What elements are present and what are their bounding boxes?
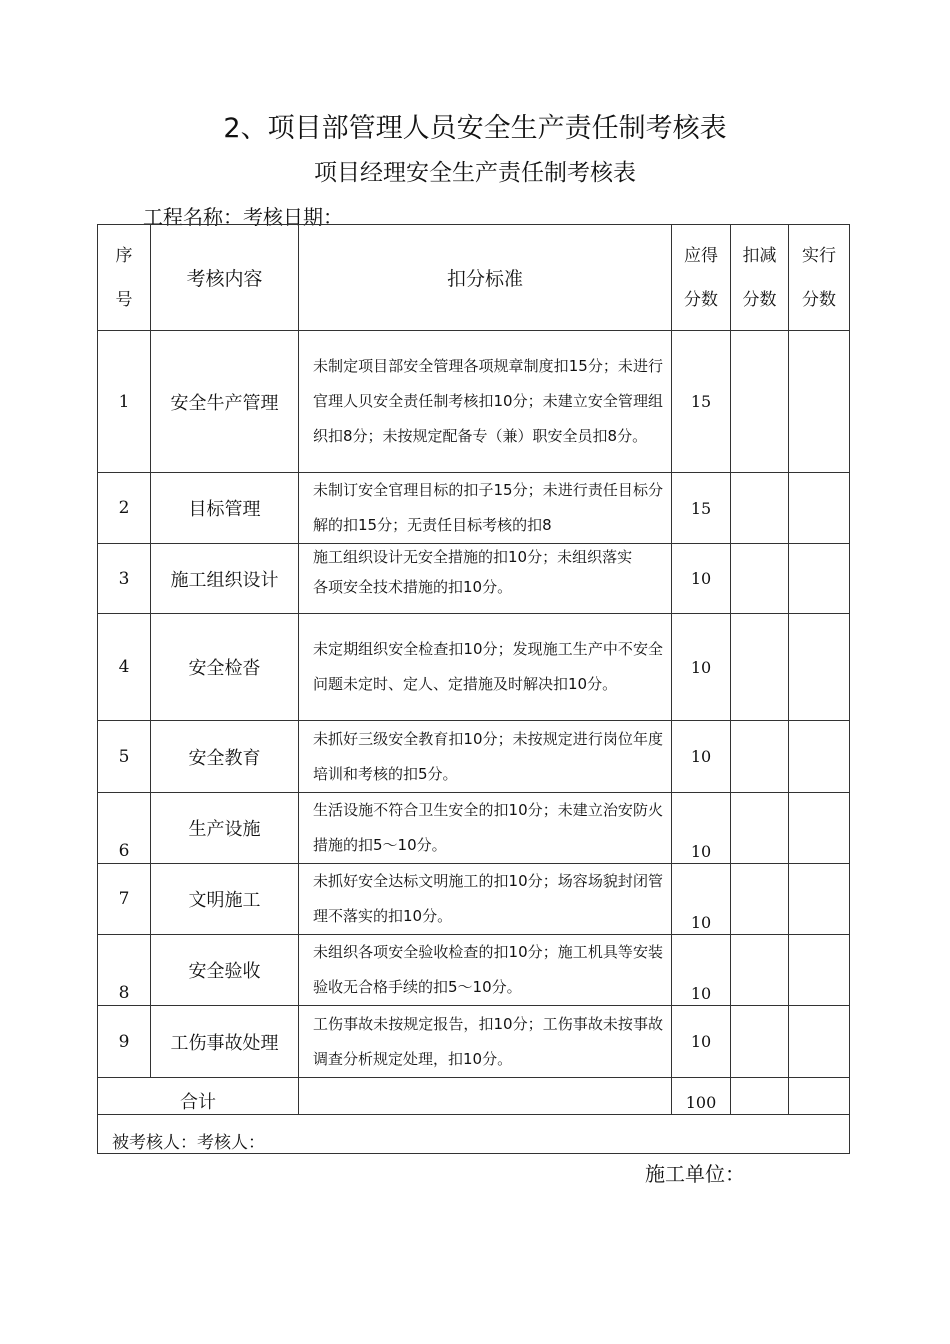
row-seq: 2	[98, 473, 151, 544]
row-deduct-cell[interactable]	[731, 544, 789, 614]
row-actual-cell[interactable]	[789, 473, 850, 544]
table-row	[98, 721, 850, 793]
signature-row	[98, 1115, 850, 1154]
row-due-score: 10	[672, 1006, 731, 1078]
assessment-table	[97, 224, 850, 1154]
criteria-line-1: 施工组织设计无安全措施的扣10分；未组织落实	[313, 548, 633, 566]
header-seq: 序 号	[98, 225, 151, 331]
project-info-line: 工程名称：考核日期：	[143, 205, 343, 229]
row-deduct-cell[interactable]	[731, 864, 789, 935]
document-subtitle: 项目经理安全生产责任制考核表	[314, 160, 636, 186]
row-criteria: 未定期组织安全检查扣10分；发现施工生产中不安全问题未定时、定人、定措施及时解决扣10分。	[299, 614, 672, 721]
row-deduct-cell[interactable]	[731, 331, 789, 473]
header-content: 考核内容	[151, 225, 299, 331]
row-due-score: 10	[672, 864, 731, 935]
row-due-score: 10	[672, 935, 731, 1006]
row-deduct-cell[interactable]	[731, 614, 789, 721]
row-deduct-cell[interactable]	[731, 935, 789, 1006]
table-header-row	[98, 225, 850, 331]
total-row	[98, 1078, 850, 1115]
total-deduct-cell[interactable]	[731, 1078, 789, 1115]
table-row	[98, 864, 850, 935]
row-item: 生产设施	[151, 793, 299, 864]
row-seq: 6	[98, 793, 151, 864]
table-row	[98, 935, 850, 1006]
table-row	[98, 614, 850, 721]
row-criteria: 未组织各项安全验收检查的扣10分；施工机具等安装验收无合格手续的扣5～10分。	[299, 935, 672, 1006]
signature-line: 被考核人：考核人：	[98, 1115, 850, 1154]
row-item: 安全牛产管理	[151, 331, 299, 473]
row-due-score: 15	[672, 473, 731, 544]
header-due-score: 应得 分数	[672, 225, 731, 331]
row-criteria: 生活设施不符合卫生安全的扣10分；未建立治安防火措施的扣5～10分。	[299, 793, 672, 864]
total-criteria-cell	[299, 1078, 672, 1115]
row-seq: 8	[98, 935, 151, 1006]
total-actual-cell[interactable]	[789, 1078, 850, 1115]
row-actual-cell[interactable]	[789, 331, 850, 473]
row-actual-cell[interactable]	[789, 721, 850, 793]
row-actual-cell[interactable]	[789, 793, 850, 864]
row-item: 文明施工	[151, 864, 299, 935]
construction-unit-label: 施工单位：	[645, 1162, 745, 1186]
row-criteria: 未抓好安全达标文明施工的扣10分；场容场貌封闭管理不落实的扣10分。	[299, 864, 672, 935]
table-row	[98, 544, 850, 614]
row-seq: 4	[98, 614, 151, 721]
row-due-score: 15	[672, 331, 731, 473]
header-actual-score: 实行 分数	[789, 225, 850, 331]
row-due-score: 10	[672, 793, 731, 864]
row-criteria: 工伤事故未按规定报告，扣10分；工伤事故未按事故调查分析规定处理，扣10分。	[299, 1006, 672, 1078]
row-item: 安全教育	[151, 721, 299, 793]
row-item: 工伤事故处理	[151, 1006, 299, 1078]
table-row	[98, 473, 850, 544]
table-row	[98, 331, 850, 473]
row-criteria: 未抓好三级安全教育扣10分；未按规定进行岗位年度培训和考核的扣5分。	[299, 721, 672, 793]
row-deduct-cell[interactable]	[731, 473, 789, 544]
header-criteria: 扣分标准	[299, 225, 672, 331]
total-label: 合计	[98, 1078, 299, 1115]
table-row	[98, 793, 850, 864]
total-score: 100	[672, 1078, 731, 1115]
row-actual-cell[interactable]	[789, 614, 850, 721]
row-actual-cell[interactable]	[789, 1006, 850, 1078]
row-criteria	[299, 544, 672, 614]
row-deduct-cell[interactable]	[731, 793, 789, 864]
row-seq: 3	[98, 544, 151, 614]
row-due-score: 10	[672, 544, 731, 614]
document-title: 2、项目部管理人员安全生产责任制考核表	[223, 113, 727, 144]
row-seq: 1	[98, 331, 151, 473]
criteria-line-2: 各项安全技术措施的扣10分。	[313, 578, 513, 594]
row-item: 目标管理	[151, 473, 299, 544]
header-deduct-score: 扣减 分数	[731, 225, 789, 331]
row-seq: 7	[98, 864, 151, 935]
row-criteria: 未制定项目部安全管理各项规章制度扣15分；未进行官理人贝安全责任制考核扣10分；未建立安全管理组织扣8分；未按规定配备专（兼）职安全员扣8分。	[299, 331, 672, 473]
row-due-score: 10	[672, 614, 731, 721]
row-actual-cell[interactable]	[789, 544, 850, 614]
row-actual-cell[interactable]	[789, 864, 850, 935]
row-due-score: 10	[672, 721, 731, 793]
row-seq: 5	[98, 721, 151, 793]
row-deduct-cell[interactable]	[731, 721, 789, 793]
row-actual-cell[interactable]	[789, 935, 850, 1006]
row-item: 安全检沓	[151, 614, 299, 721]
table-row	[98, 1006, 850, 1078]
row-deduct-cell[interactable]	[731, 1006, 789, 1078]
row-item: 施工组织设计	[151, 544, 299, 614]
row-criteria: 未制订安全官理目标的扣子15分；未进行责任目标分解的扣15分；无责任目标考核的扣8	[299, 473, 672, 544]
row-item: 安全验收	[151, 935, 299, 1006]
row-seq: 9	[98, 1006, 151, 1078]
